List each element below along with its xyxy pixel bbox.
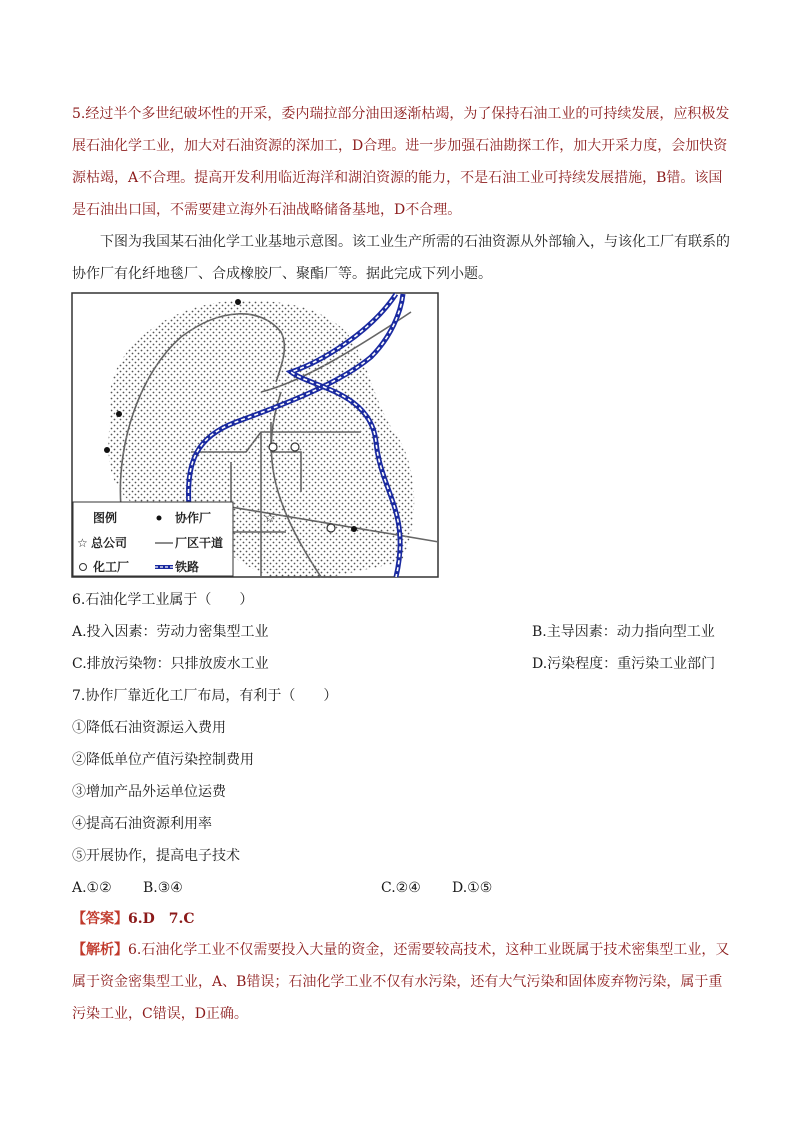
- legend-railway: 铁路: [175, 560, 200, 574]
- q6-option-d: D.污染程度：重污染工业部门: [532, 656, 716, 672]
- legend-star-icon: ☆: [77, 536, 88, 550]
- answer-line: [72, 909, 195, 929]
- q7-option-d: D.①⑤: [452, 880, 493, 896]
- industrial-base-map: [71, 292, 439, 578]
- q6-option-b: B.主导因素：动力指向型工业: [532, 624, 715, 640]
- legend-main-road: 厂区干道: [175, 536, 224, 550]
- analysis-tag: 【解析】: [72, 942, 128, 958]
- legend-title: 图例: [93, 511, 118, 525]
- q7-item: ②降低单位产值污染控制费用: [72, 752, 254, 768]
- legend-cooperative-factory: 协作厂: [175, 511, 212, 525]
- q7-option-b: B.③④: [143, 880, 183, 896]
- q7-item: ④提高石油资源利用率: [72, 816, 212, 832]
- q7-option-c: C.②④: [381, 880, 421, 896]
- q7-item: ⑤开展协作，提高电子技术: [72, 848, 240, 864]
- legend-chemical-plant: 化工厂: [93, 560, 130, 574]
- q7-item: ③增加产品外运单位运费: [72, 784, 226, 800]
- q6-option-c: C.排放污染物：只排放废水工业: [72, 656, 269, 672]
- q6-option-a: A.投入因素：劳动力密集型工业: [72, 624, 269, 640]
- q6-stem: 6.石油化学工业属于（ ）: [72, 592, 254, 608]
- q7-stem: 7.协作厂靠近化工厂布局，有利于（ ）: [72, 688, 338, 704]
- q7-option-a: A.①②: [72, 880, 112, 896]
- map-legend: [73, 502, 233, 576]
- map-intro: 下图为我国某石油化学工业基地示意图。该工业生产所需的石油资源从外部输入，与该化工厂有联系的协作厂有化纤地毯厂、合成橡胶厂、聚酯厂等。据此完成下列小题。: [72, 234, 730, 282]
- answer-text: 6.D 7.C: [128, 911, 195, 927]
- head-office-star-icon: ☆: [264, 511, 276, 526]
- analysis-text: 6.石油化学工业不仅需要投入大量的资金，还需要较高技术，这种工业既属于技术密集型工业，又属于资金密集型工业，A、B错误；石油化学工业不仅有水污染，还有大气污染和固体废弃物污染，属于重污染工业，C错误，D正确。: [72, 942, 730, 1022]
- legend-head-office: 总公司: [91, 536, 128, 550]
- explanation-q5: 5.经过半个多世纪破坏性的开采，委内瑞拉部分油田逐渐枯竭，为了保持石油工业的可持续发展，应积极发展石油化学工业，加大对石油资源的深加工，D合理。进一步加强石油勘探工作，加大开采力度，会加快资源枯竭，A不合理。提高开发利用临近海洋和湖泊资源的能力，不是石油工业可持续发展措施，B错。该国是石油出口国，不需要建立海外石油战略储备基地，D不合理。: [72, 106, 730, 218]
- answer-tag: 【答案】: [72, 911, 128, 927]
- q7-item: ①降低石油资源运入费用: [72, 720, 226, 736]
- analysis-paragraph: [72, 934, 732, 1030]
